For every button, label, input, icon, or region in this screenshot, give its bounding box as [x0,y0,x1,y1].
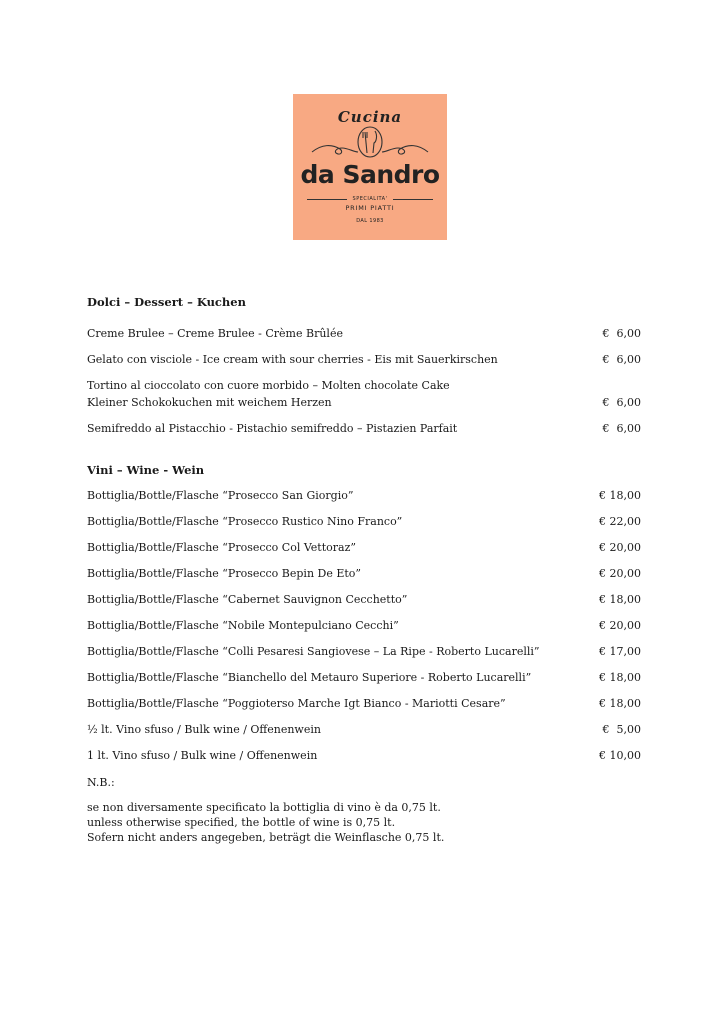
item-price: € 6,00 [602,396,641,409]
item-description: Bottiglia/Bottle/Flasche “Prosecco San Giorgio” [87,489,354,502]
restaurant-logo [293,94,447,240]
item-price: € 22,00 [599,515,641,528]
item-description-line2: Kleiner Schokokuchen mit weichem Herzen [87,396,332,409]
item-price: € 6,00 [602,353,641,366]
item-price: € 5,00 [602,723,641,736]
item-description: Gelato con visciole - Ice cream with sour cherries - Eis mit Sauerkirschen [87,353,498,366]
logo-primi-piatti: PRIMI PIATTI [345,204,395,212]
logo-since: DAL 1983 [356,218,384,224]
item-description: Bottiglia/Bottle/Flasche “Nobile Montepulciano Cecchi” [87,619,399,632]
item-description: Tortino al cioccolato con cuore morbido – Molten chocolate Cake [87,379,450,392]
item-price: € 18,00 [599,671,641,684]
item-price: € 18,00 [599,593,641,606]
dessert-section-title: Dolci – Dessert – Kuchen [87,295,246,309]
item-description: Bottiglia/Bottle/Flasche “Prosecco Bepin De Eto” [87,567,362,580]
item-price: € 6,00 [602,422,641,435]
item-price: € 18,00 [599,489,641,502]
logo-cucina-text: Cucina [337,108,403,126]
item-description: ½ lt. Vino sfuso / Bulk wine / Offenenwein [87,723,321,736]
item-price: € 20,00 [599,567,641,580]
item-price: € 20,00 [599,619,641,632]
item-description: Bottiglia/Bottle/Flasche “Cabernet Sauvignon Cecchetto” [87,593,408,606]
wine-section-title: Vini – Wine - Wein [87,463,205,477]
item-price: € 17,00 [599,645,641,658]
item-price: € 18,00 [599,697,641,710]
item-price: € 20,00 [599,541,641,554]
item-description: Bottiglia/Bottle/Flasche “Colli Pesaresi Sangiovese – La Ripe - Roberto Lucarelli” [87,645,540,658]
item-price: € 6,00 [602,327,641,340]
item-description: 1 lt. Vino sfuso / Bulk wine / Offenenwein [87,749,318,762]
note-italian: se non diversamente specificato la bottiglia di vino è da 0,75 lt. [87,801,441,814]
note-german: Sofern nicht anders angegeben, beträgt die Weinflasche 0,75 lt. [87,831,445,844]
item-description: Bottiglia/Bottle/Flasche “Prosecco Rustico Nino Franco” [87,515,403,528]
notes-label: N.B.: [87,776,115,789]
divider [393,199,433,200]
item-description: Bottiglia/Bottle/Flasche “Poggioterso Marche Igt Bianco - Mariotti Cesare” [87,697,506,710]
item-price: € 10,00 [599,749,641,762]
item-description: Creme Brulee – Creme Brulee - Crème Brûlée [87,327,343,340]
item-description: Bottiglia/Bottle/Flasche “Bianchello del Metauro Superiore - Roberto Lucarelli” [87,671,532,684]
note-english: unless otherwise specified, the bottle of wine is 0,75 lt. [87,816,396,829]
item-description: Semifreddo al Pistacchio - Pistachio semifreddo – Pistazien Parfait [87,422,458,435]
item-description: Bottiglia/Bottle/Flasche “Prosecco Col Vettoraz” [87,541,356,554]
logo-specialita: SPECIALITA' [352,196,388,202]
cutlery-ornament-icon [310,122,430,160]
logo-name: da Sandro [300,160,440,189]
